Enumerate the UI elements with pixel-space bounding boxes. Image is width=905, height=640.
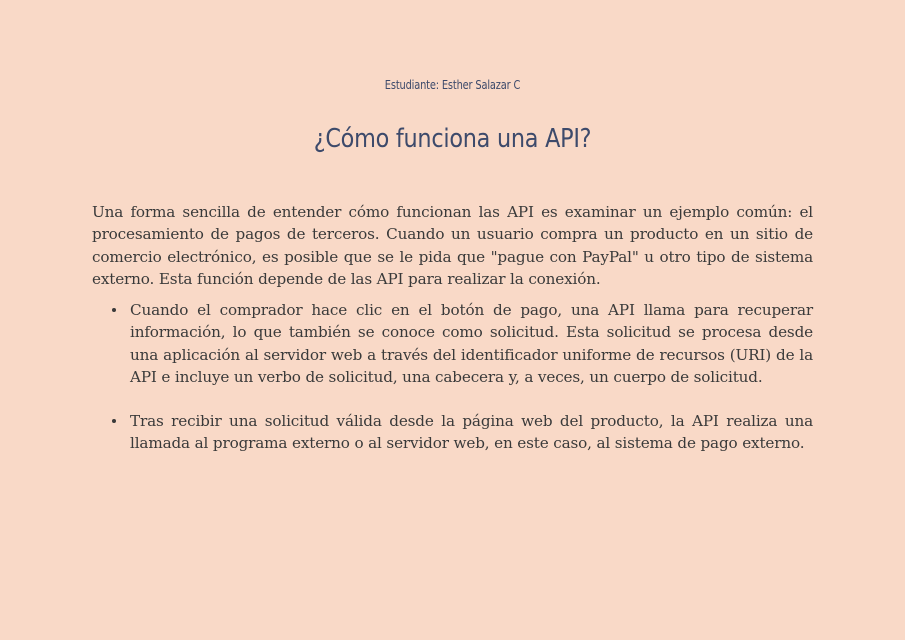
list-item — [92, 299, 813, 389]
intro-paragraph: Una forma sencilla de entender cómo funcionan las API es examinar un ejemplo común: el procesamiento de pagos de terceros. Cuando un usuario compra un producto en un sitio de comercio electrónico, es posible que se le pida que "pague con PayPal" u otro tipo de sistema externo. Esta función depende de las API para realizar la conexión. — [92, 203, 813, 289]
list-item — [92, 410, 813, 455]
page-title: ¿Cómo funciona una API? — [313, 124, 592, 154]
bullet-dot-icon — [112, 419, 116, 423]
list-item-text: Tras recibir una solicitud válida desde la página web del producto, la API realiza una llamada al programa externo o al servidor web, en este caso, al sistema de pago externo. — [130, 411, 813, 453]
bullet-dot-icon — [112, 308, 116, 312]
bullet-list — [92, 299, 813, 454]
list-item-text: Cuando el comprador hace clic en el botón de pago, una API llama para recuperar información, lo que también se conoce como solicitud. Esta solicitud se procesa desde una aplicación al servidor web a través del identificador uniforme de recursos (URI) de la API e incluye un verbo de solicitud, una cabecera y, a veces, un cuerpo de solicitud. — [130, 301, 813, 387]
student-name: Estudiante: Esther Salazar C — [384, 78, 521, 92]
